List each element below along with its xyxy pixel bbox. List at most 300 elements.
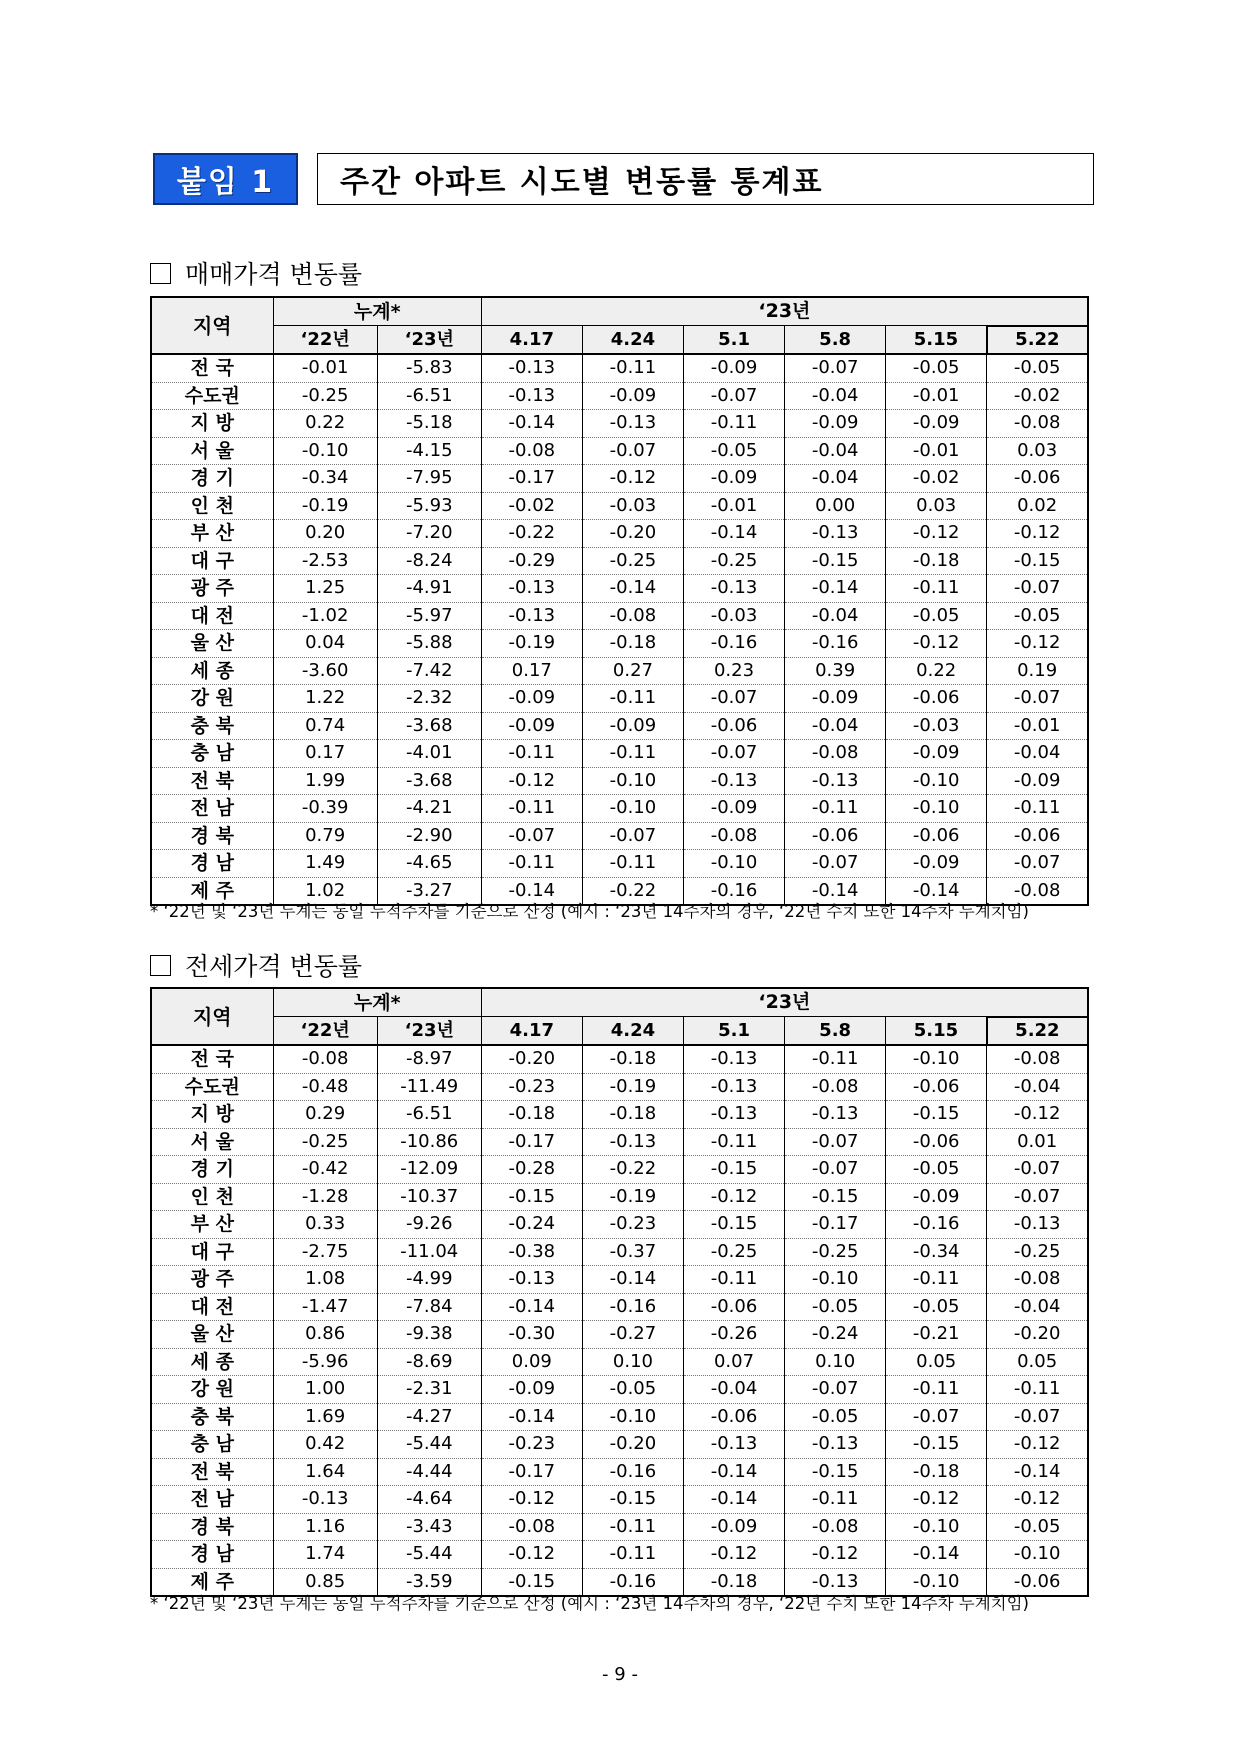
value-cell: -0.15	[785, 1458, 886, 1486]
value-cell: -2.90	[377, 822, 481, 850]
value-cell: 0.19	[987, 657, 1088, 685]
week-header: 5.1	[683, 1017, 784, 1046]
value-cell: -0.24	[481, 1211, 582, 1239]
table-row	[151, 1376, 1088, 1404]
table-row	[151, 1128, 1088, 1156]
value-cell: -0.20	[987, 1321, 1088, 1349]
value-cell: -6.51	[377, 1101, 481, 1129]
value-cell: -9.26	[377, 1211, 481, 1239]
value-cell: -0.25	[987, 1238, 1088, 1266]
value-cell: -0.07	[987, 1156, 1088, 1184]
value-cell: -0.19	[273, 492, 377, 520]
value-cell: -0.39	[273, 795, 377, 823]
value-cell: 1.08	[273, 1266, 377, 1294]
value-cell: -5.83	[377, 354, 481, 382]
value-cell: -0.18	[683, 1568, 784, 1596]
value-cell: -4.65	[377, 850, 481, 878]
value-cell: 1.16	[273, 1513, 377, 1541]
value-cell: -0.10	[886, 1513, 987, 1541]
table-row	[151, 1513, 1088, 1541]
value-cell: -0.10	[683, 850, 784, 878]
value-cell: -0.02	[886, 465, 987, 493]
value-cell: -0.11	[683, 1266, 784, 1294]
sale-table	[150, 296, 1089, 906]
region-cell: 충 북	[151, 712, 273, 740]
value-cell: -0.16	[785, 630, 886, 658]
value-cell: -0.09	[785, 685, 886, 713]
value-cell: -7.95	[377, 465, 481, 493]
value-cell: -0.09	[683, 465, 784, 493]
region-cell: 세 종	[151, 657, 273, 685]
value-cell: -0.17	[481, 1128, 582, 1156]
value-cell: -0.19	[582, 1073, 683, 1101]
region-cell: 경 기	[151, 1156, 273, 1184]
value-cell: -0.14	[481, 1293, 582, 1321]
week-header: 4.17	[481, 326, 582, 355]
value-cell: 0.17	[273, 740, 377, 768]
table-row	[151, 437, 1088, 465]
value-cell: -0.07	[987, 685, 1088, 713]
table-row	[151, 1293, 1088, 1321]
region-cell: 경 기	[151, 465, 273, 493]
value-cell: -0.11	[481, 740, 582, 768]
value-cell: -0.17	[481, 1458, 582, 1486]
value-cell: -0.16	[582, 1458, 683, 1486]
value-cell: -0.14	[481, 1403, 582, 1431]
value-cell: -0.06	[987, 465, 1088, 493]
region-cell: 울 산	[151, 630, 273, 658]
page-number: - 9 -	[602, 1664, 638, 1685]
value-cell: -0.20	[481, 1045, 582, 1073]
value-cell: -0.25	[273, 382, 377, 410]
value-cell: -0.09	[582, 712, 683, 740]
value-cell: -0.25	[683, 547, 784, 575]
table-row	[151, 354, 1088, 382]
value-cell: -0.15	[582, 1486, 683, 1514]
value-cell: -4.01	[377, 740, 481, 768]
value-cell: -0.28	[481, 1156, 582, 1184]
table-row	[151, 1238, 1088, 1266]
value-cell: -0.14	[785, 575, 886, 603]
value-cell: -0.18	[886, 547, 987, 575]
value-cell: -0.05	[987, 602, 1088, 630]
value-cell: -3.68	[377, 767, 481, 795]
value-cell: -0.42	[273, 1156, 377, 1184]
value-cell: -1.28	[273, 1183, 377, 1211]
value-cell: -0.05	[886, 602, 987, 630]
value-cell: -8.97	[377, 1045, 481, 1073]
value-cell: -0.12	[683, 1183, 784, 1211]
value-cell: -0.11	[785, 1486, 886, 1514]
value-cell: -0.23	[481, 1431, 582, 1459]
checkbox-icon	[150, 263, 171, 284]
value-cell: -0.07	[785, 1156, 886, 1184]
region-cell: 경 북	[151, 1513, 273, 1541]
value-cell: 0.39	[785, 657, 886, 685]
value-cell: -0.11	[683, 1128, 784, 1156]
value-cell: 0.05	[987, 1348, 1088, 1376]
value-cell: -0.01	[683, 492, 784, 520]
table-row	[151, 1321, 1088, 1349]
value-cell: -0.04	[785, 602, 886, 630]
region-cell: 충 남	[151, 740, 273, 768]
value-cell: -0.14	[886, 1541, 987, 1569]
value-cell: -0.27	[582, 1321, 683, 1349]
value-cell: -0.06	[785, 822, 886, 850]
value-cell: -0.12	[987, 1101, 1088, 1129]
region-cell: 전 국	[151, 1045, 273, 1073]
region-cell: 대 전	[151, 602, 273, 630]
cum-2023-header: ‘23년	[377, 1017, 481, 1046]
value-cell: -0.02	[987, 382, 1088, 410]
region-cell: 대 전	[151, 1293, 273, 1321]
value-cell: -0.09	[481, 685, 582, 713]
value-cell: -0.11	[987, 795, 1088, 823]
value-cell: -0.01	[987, 712, 1088, 740]
value-cell: -0.04	[785, 465, 886, 493]
value-cell: 1.25	[273, 575, 377, 603]
value-cell: -0.08	[785, 740, 886, 768]
value-cell: -0.10	[582, 1403, 683, 1431]
value-cell: -0.12	[481, 1541, 582, 1569]
value-cell: -0.26	[683, 1321, 784, 1349]
value-cell: -0.17	[481, 465, 582, 493]
sale-section-label: 매매가격 변동률	[185, 260, 362, 289]
table-row	[151, 382, 1088, 410]
value-cell: 1.49	[273, 850, 377, 878]
value-cell: -0.13	[683, 575, 784, 603]
value-cell: -0.29	[481, 547, 582, 575]
value-cell: -0.14	[582, 1266, 683, 1294]
value-cell: 1.69	[273, 1403, 377, 1431]
value-cell: -0.13	[683, 1073, 784, 1101]
sale-table-body	[151, 354, 1088, 905]
jeonse-footnote: * ‘22년 및 ‘23년 누계는 동일 누적주차를 기준으로 산정 (예시 : ‘23년 14주차의 경우, ‘22년 수치 또한 14주차 누계치임)	[150, 1594, 1029, 1613]
table-row	[151, 520, 1088, 548]
value-cell: -5.97	[377, 602, 481, 630]
value-cell: -0.23	[481, 1073, 582, 1101]
value-cell: -0.14	[886, 877, 987, 905]
jeonse-table-body	[151, 1045, 1088, 1596]
value-cell: -9.38	[377, 1321, 481, 1349]
table-row	[151, 657, 1088, 685]
year-header: ‘23년	[481, 297, 1088, 326]
value-cell: -0.09	[683, 1513, 784, 1541]
region-cell: 서 울	[151, 437, 273, 465]
value-cell: -0.01	[273, 354, 377, 382]
value-cell: -0.04	[987, 1073, 1088, 1101]
value-cell: -0.12	[683, 1541, 784, 1569]
value-cell: 0.23	[683, 657, 784, 685]
value-cell: -0.03	[683, 602, 784, 630]
table-row	[151, 547, 1088, 575]
value-cell: 1.64	[273, 1458, 377, 1486]
value-cell: -0.18	[582, 630, 683, 658]
value-cell: -0.05	[886, 1293, 987, 1321]
value-cell: -4.21	[377, 795, 481, 823]
region-cell: 전 북	[151, 1458, 273, 1486]
value-cell: -0.12	[987, 1431, 1088, 1459]
value-cell: -2.31	[377, 1376, 481, 1404]
table-row	[151, 1431, 1088, 1459]
table-row	[151, 1266, 1088, 1294]
value-cell: -0.11	[481, 795, 582, 823]
value-cell: 0.22	[273, 410, 377, 438]
value-cell: -0.11	[987, 1376, 1088, 1404]
region-cell: 제 주	[151, 877, 273, 905]
value-cell: -0.04	[785, 712, 886, 740]
value-cell: -0.25	[273, 1128, 377, 1156]
value-cell: -0.22	[582, 1156, 683, 1184]
value-cell: -0.10	[582, 767, 683, 795]
region-cell: 지 방	[151, 410, 273, 438]
value-cell: -11.04	[377, 1238, 481, 1266]
value-cell: -0.13	[683, 767, 784, 795]
table-row	[151, 850, 1088, 878]
value-cell: -7.20	[377, 520, 481, 548]
value-cell: -0.10	[582, 795, 683, 823]
value-cell: -11.49	[377, 1073, 481, 1101]
value-cell: -0.08	[273, 1045, 377, 1073]
value-cell: -0.03	[886, 712, 987, 740]
value-cell: -0.07	[785, 354, 886, 382]
value-cell: 0.03	[987, 437, 1088, 465]
value-cell: -0.13	[481, 575, 582, 603]
cum-2022-header: ‘22년	[273, 326, 377, 355]
region-cell: 광 주	[151, 575, 273, 603]
value-cell: 0.85	[273, 1568, 377, 1596]
value-cell: -4.44	[377, 1458, 481, 1486]
table-row	[151, 1101, 1088, 1129]
value-cell: -0.04	[683, 1376, 784, 1404]
value-cell: 0.22	[886, 657, 987, 685]
value-cell: -0.04	[785, 382, 886, 410]
region-cell: 경 남	[151, 850, 273, 878]
value-cell: -0.09	[481, 712, 582, 740]
value-cell: -2.32	[377, 685, 481, 713]
value-cell: -10.37	[377, 1183, 481, 1211]
value-cell: -4.91	[377, 575, 481, 603]
table-row	[151, 1045, 1088, 1073]
value-cell: 0.79	[273, 822, 377, 850]
value-cell: -0.08	[987, 1045, 1088, 1073]
value-cell: -0.17	[785, 1211, 886, 1239]
value-cell: -0.10	[987, 1541, 1088, 1569]
value-cell: -0.07	[582, 822, 683, 850]
jeonse-section-label: 전세가격 변동률	[185, 952, 362, 981]
value-cell: -5.44	[377, 1431, 481, 1459]
week-header: 5.8	[785, 326, 886, 355]
value-cell: 0.27	[582, 657, 683, 685]
sale-section-title	[150, 255, 362, 291]
value-cell: -0.06	[683, 1293, 784, 1321]
value-cell: -0.12	[481, 767, 582, 795]
value-cell: -0.34	[273, 465, 377, 493]
week-header: 5.15	[886, 1017, 987, 1046]
value-cell: -0.13	[987, 1211, 1088, 1239]
week-header-latest: 5.22	[987, 326, 1088, 355]
value-cell: -0.02	[481, 492, 582, 520]
value-cell: -0.15	[987, 547, 1088, 575]
value-cell: 0.20	[273, 520, 377, 548]
value-cell: -0.10	[886, 1045, 987, 1073]
value-cell: -0.16	[582, 1568, 683, 1596]
table-row	[151, 1541, 1088, 1569]
value-cell: -0.13	[481, 602, 582, 630]
value-cell: 1.00	[273, 1376, 377, 1404]
value-cell: -12.09	[377, 1156, 481, 1184]
value-cell: -0.30	[481, 1321, 582, 1349]
value-cell: 0.10	[785, 1348, 886, 1376]
value-cell: -0.08	[785, 1513, 886, 1541]
value-cell: -0.25	[582, 547, 683, 575]
value-cell: -0.05	[886, 1156, 987, 1184]
value-cell: -0.15	[481, 1568, 582, 1596]
table-row	[151, 1348, 1088, 1376]
value-cell: -0.14	[683, 520, 784, 548]
table-row	[151, 1211, 1088, 1239]
value-cell: -0.12	[582, 465, 683, 493]
value-cell: -0.07	[987, 575, 1088, 603]
value-cell: -0.04	[987, 1293, 1088, 1321]
table-row	[151, 822, 1088, 850]
value-cell: 0.33	[273, 1211, 377, 1239]
value-cell: -0.16	[683, 877, 784, 905]
value-cell: -0.21	[886, 1321, 987, 1349]
value-cell: -0.13	[683, 1431, 784, 1459]
value-cell: -0.37	[582, 1238, 683, 1266]
value-cell: -0.13	[582, 1128, 683, 1156]
week-header: 4.24	[582, 326, 683, 355]
table-row	[151, 492, 1088, 520]
value-cell: -0.11	[582, 1513, 683, 1541]
value-cell: -0.15	[785, 1183, 886, 1211]
value-cell: -0.14	[481, 877, 582, 905]
value-cell: -0.13	[481, 382, 582, 410]
value-cell: -0.05	[987, 1513, 1088, 1541]
region-cell: 경 남	[151, 1541, 273, 1569]
value-cell: -5.18	[377, 410, 481, 438]
value-cell: -0.10	[785, 1266, 886, 1294]
value-cell: -0.12	[886, 1486, 987, 1514]
value-cell: -0.08	[481, 437, 582, 465]
value-cell: -0.15	[683, 1211, 784, 1239]
value-cell: -0.08	[987, 877, 1088, 905]
value-cell: 0.74	[273, 712, 377, 740]
value-cell: -0.05	[987, 354, 1088, 382]
value-cell: -0.06	[886, 685, 987, 713]
value-cell: -0.13	[683, 1045, 784, 1073]
value-cell: -0.10	[886, 795, 987, 823]
page-title: 주간 아파트 시도별 변동률 통계표	[317, 153, 1094, 205]
value-cell: -10.86	[377, 1128, 481, 1156]
value-cell: -0.09	[481, 1376, 582, 1404]
value-cell: -0.09	[683, 795, 784, 823]
cumulative-header: 누계*	[273, 988, 481, 1017]
value-cell: -0.12	[481, 1486, 582, 1514]
week-header: 5.1	[683, 326, 784, 355]
value-cell: -5.88	[377, 630, 481, 658]
value-cell: -0.11	[582, 685, 683, 713]
value-cell: -0.05	[886, 354, 987, 382]
region-cell: 충 남	[151, 1431, 273, 1459]
value-cell: -0.18	[481, 1101, 582, 1129]
sale-footnote: * ‘22년 및 ‘23년 누계는 동일 누적주차를 기준으로 산정 (예시 : ‘23년 14주차의 경우, ‘22년 수치 또한 14주차 누계치임)	[150, 902, 1029, 921]
value-cell: -4.99	[377, 1266, 481, 1294]
value-cell: -0.19	[481, 630, 582, 658]
value-cell: 1.74	[273, 1541, 377, 1569]
value-cell: -0.16	[886, 1211, 987, 1239]
value-cell: -0.08	[582, 602, 683, 630]
region-cell: 세 종	[151, 1348, 273, 1376]
value-cell: -0.09	[886, 1183, 987, 1211]
value-cell: -0.14	[683, 1486, 784, 1514]
value-cell: -0.34	[886, 1238, 987, 1266]
value-cell: -0.20	[582, 1431, 683, 1459]
value-cell: -5.96	[273, 1348, 377, 1376]
value-cell: -6.51	[377, 382, 481, 410]
value-cell: -7.84	[377, 1293, 481, 1321]
value-cell: -0.05	[683, 437, 784, 465]
value-cell: -0.07	[785, 1376, 886, 1404]
value-cell: -0.05	[582, 1376, 683, 1404]
value-cell: -7.42	[377, 657, 481, 685]
value-cell: -3.43	[377, 1513, 481, 1541]
week-header-latest: 5.22	[987, 1017, 1088, 1046]
value-cell: 0.42	[273, 1431, 377, 1459]
region-header: 지역	[151, 297, 273, 354]
region-cell: 수도권	[151, 1073, 273, 1101]
value-cell: -1.47	[273, 1293, 377, 1321]
value-cell: -4.27	[377, 1403, 481, 1431]
region-cell: 전 남	[151, 1486, 273, 1514]
table-row	[151, 410, 1088, 438]
region-cell: 대 구	[151, 1238, 273, 1266]
table-row	[151, 1486, 1088, 1514]
table-row	[151, 767, 1088, 795]
value-cell: -0.11	[886, 575, 987, 603]
value-cell: 1.99	[273, 767, 377, 795]
value-cell: -3.68	[377, 712, 481, 740]
value-cell: -0.12	[886, 630, 987, 658]
value-cell: -0.11	[481, 850, 582, 878]
value-cell: -0.07	[481, 822, 582, 850]
value-cell: -3.59	[377, 1568, 481, 1596]
table-row	[151, 1156, 1088, 1184]
value-cell: -0.25	[785, 1238, 886, 1266]
value-cell: -0.13	[683, 1101, 784, 1129]
checkbox-icon	[150, 955, 171, 976]
value-cell: -0.10	[886, 1568, 987, 1596]
value-cell: 0.17	[481, 657, 582, 685]
value-cell: -0.13	[273, 1486, 377, 1514]
value-cell: 0.05	[886, 1348, 987, 1376]
value-cell: -5.93	[377, 492, 481, 520]
value-cell: -0.22	[582, 877, 683, 905]
value-cell: -0.07	[987, 1403, 1088, 1431]
table-row	[151, 465, 1088, 493]
value-cell: -0.06	[683, 712, 784, 740]
value-cell: -0.10	[886, 767, 987, 795]
table-row	[151, 795, 1088, 823]
value-cell: -0.09	[683, 354, 784, 382]
value-cell: 0.03	[886, 492, 987, 520]
value-cell: -0.25	[683, 1238, 784, 1266]
value-cell: -0.16	[582, 1293, 683, 1321]
value-cell: -0.13	[582, 410, 683, 438]
value-cell: -0.01	[886, 382, 987, 410]
week-header: 4.17	[481, 1017, 582, 1046]
